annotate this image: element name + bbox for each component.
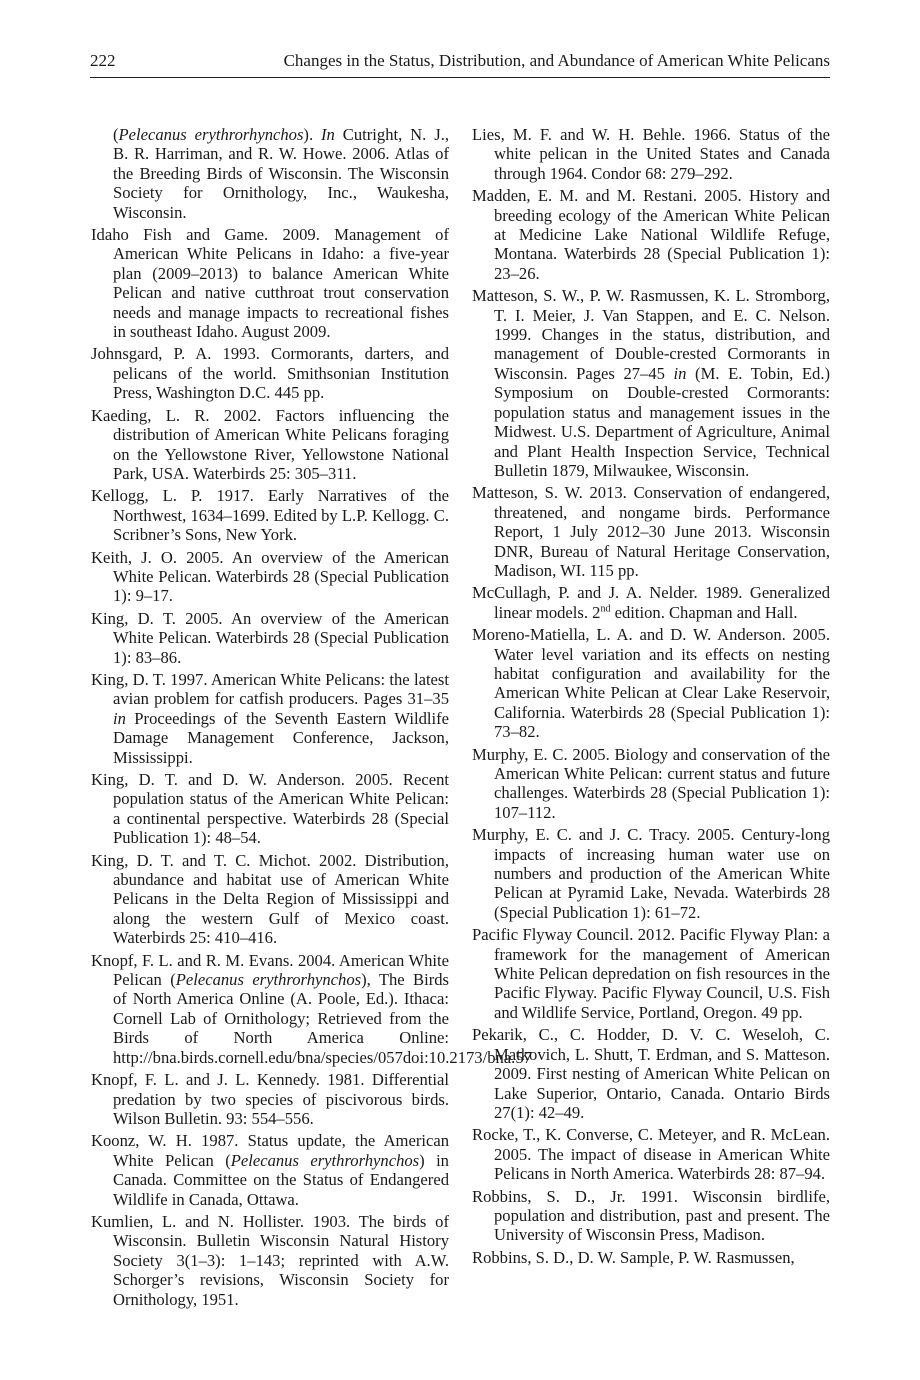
reference-entry: Matteson, S. W., P. W. Rasmussen, K. L. Stromborg, T. I. Meier, J. Van Stappen, and E. C. Nelson. 1999. Changes in the status, distribution, and management of Double-crested Cormorants in Wisconsin. Pages 27–45 in (M. E. Tobin, Ed.) Symposium on Double-crested Cormorants: population status and management issues in the Midwest. U.S. Department of Agriculture, Animal and Plant Health Inspection Service, Technical Bulletin 1879, Milwaukee, Wisconsin.	[472, 286, 830, 480]
reference-entry: Johnsgard, P. A. 1993. Cormorants, darters, and pelicans of the world. Smithsonian Institution Press, Washington D.C. 445 pp.	[91, 344, 449, 403]
reference-entry: Knopf, F. L. and J. L. Kennedy. 1981. Differential predation by two species of piscivorous birds. Wilson Bulletin. 93: 554–556.	[91, 1070, 449, 1128]
reference-entry: Matteson, S. W. 2013. Conservation of endangered, threatened, and nongame birds. Performance Report, 1 July 2012–30 June 2013. Wisconsin DNR, Bureau of Natural Heritage Conservation, Madison, WI. 115 pp.	[472, 483, 830, 580]
reference-entry: King, D. T. 2005. An overview of the American White Pelican. Waterbirds 28 (Special Publication 1): 83–86.	[91, 608, 449, 667]
reference-entry: King, D. T. and T. C. Michot. 2002. Distribution, abundance and habitat use of American White Pelicans in the Delta Region of Mississippi and along the western Gulf of Mexico coast. Waterbirds 25: 410–416.	[91, 850, 449, 948]
references-left-column	[91, 125, 532, 1312]
reference-entry: Moreno-Matiella, L. A. and D. W. Anderson. 2005. Water level variation and its effects on nesting habitat configuration and availability for the American White Pelican at Clear Lake Reservoir, California. Waterbirds 28 (Special Publication 1): 73–82.	[472, 625, 830, 742]
reference-entry: Pekarik, C., C. Hodder, D. V. C. Weseloh, C. Matkovich, L. Shutt, T. Erdman, and S. Matteson. 2009. First nesting of American White Pelican on Lake Superior, Ontario, Canada. Ontario Birds 27(1): 42–49.	[472, 1025, 830, 1122]
reference-entry: Pacific Flyway Council. 2012. Pacific Flyway Plan: a framework for the management of American White Pelican depredation on fish resources in the Pacific Flyway. Pacific Flyway Council, U.S. Fish and Wildlife Service, Portland, Oregon. 49 pp.	[472, 925, 830, 1022]
reference-entry: Kumlien, L. and N. Hollister. 1903. The birds of Wisconsin. Bulletin Wisconsin Natural History Society 3(1–3): 1–143; reprinted with A.W. Schorger’s revisions, Wisconsin Society for Ornithology, 1951.	[91, 1211, 449, 1309]
running-title: Changes in the Status, Distribution, and Abundance of American White Pelicans	[283, 51, 830, 70]
reference-entry: Rocke, T., K. Converse, C. Meteyer, and R. McLean. 2005. The impact of disease in American White Pelicans in North America. Waterbirds 28: 87–94.	[472, 1125, 830, 1184]
reference-entry: Murphy, E. C. and J. C. Tracy. 2005. Century-long impacts of increasing human water use on numbers and production of the American White Pelican at Pyramid Lake, Nevada. Waterbirds 28 (Special Publication 1): 61–72.	[472, 825, 830, 922]
reference-entry: Robbins, S. D., Jr. 1991. Wisconsin birdlife, population and distribution, past and present. The University of Wisconsin Press, Madison.	[472, 1186, 830, 1245]
reference-entry: Robbins, S. D., D. W. Sample, P. W. Rasmussen,	[472, 1247, 795, 1267]
reference-entry: Koonz, W. H. 1987. Status update, the American White Pelican (Pelecanus erythrorhynchos) in Canada. Committee on the Status of Endangered Wildlife in Canada, Ottawa.	[91, 1131, 449, 1209]
reference-entry: Murphy, E. C. 2005. Biology and conservation of the American White Pelican: current status and future challenges. Waterbirds 28 (Special Publication 1): 107–112.	[472, 744, 830, 822]
reference-entry: Kellogg, L. P. 1917. Early Narratives of the Northwest, 1634–1699. Edited by L.P. Kellogg. C. Scribner’s Sons, New York.	[91, 486, 449, 545]
reference-entry: King, D. T. and D. W. Anderson. 2005. Recent population status of the American White Pelican: a continental perspective. Waterbirds 28 (Special Publication 1): 48–54.	[91, 770, 449, 848]
reference-entry: Knopf, F. L. and R. M. Evans. 2004. American White Pelican (Pelecanus erythrorhynchos), The Birds of North America Online (A. Poole, Ed.). Ithaca: Cornell Lab of Ornithology; Retrieved from the Birds of North America Online: http://bna.birds.cornell.edu/bna/species/057doi:10.2173/bna.57	[91, 950, 532, 1067]
reference-entry: McCullagh, P. and J. A. Nelder. 1989. Generalized linear models. 2nd edition. Chapman and Hall.	[472, 583, 830, 622]
reference-entry: Kaeding, L. R. 2002. Factors influencing the distribution of American White Pelicans foraging on the Yellowstone River, Yellowstone National Park, USA. Waterbirds 25: 305–311.	[91, 405, 449, 483]
reference-entry: Keith, J. O. 2005. An overview of the American White Pelican. Waterbirds 28 (Special Publication 1): 9–17.	[91, 547, 449, 606]
reference-entry: (Pelecanus erythrorhynchos). In Cutright, N. J., B. R. Harriman, and R. W. Howe. 2006. Atlas of the Breeding Birds of Wisconsin. The Wisconsin Society for Ornithology, Inc., Waukesha, Wisconsin.	[113, 125, 449, 222]
page-number: 222	[90, 51, 116, 70]
reference-entry: Lies, M. F. and W. H. Behle. 1966. Status of the white pelican in the United States and Canada through 1964. Condor 68: 279–292.	[472, 125, 830, 183]
reference-entry: Madden, E. M. and M. Restani. 2005. History and breeding ecology of the American White Pelican at Medicine Lake National Wildlife Refuge, Montana. Waterbirds 28 (Special Publication 1): 23–26.	[472, 186, 830, 283]
references-right-column	[472, 125, 830, 1270]
reference-entry: Idaho Fish and Game. 2009. Management of American White Pelicans in Idaho: a five-year plan (2009–2013) to balance American White Pelican and native cutthroat trout conservation needs and manage impacts to recreational fishes in southeast Idaho. August 2009.	[91, 225, 449, 342]
reference-entry: King, D. T. 1997. American White Pelicans: the latest avian problem for catfish producers. Pages 31–35 in Proceedings of the Seventh Eastern Wildlife Damage Management Conference, Jackson, Mississippi.	[91, 669, 449, 767]
page-header	[90, 47, 830, 78]
